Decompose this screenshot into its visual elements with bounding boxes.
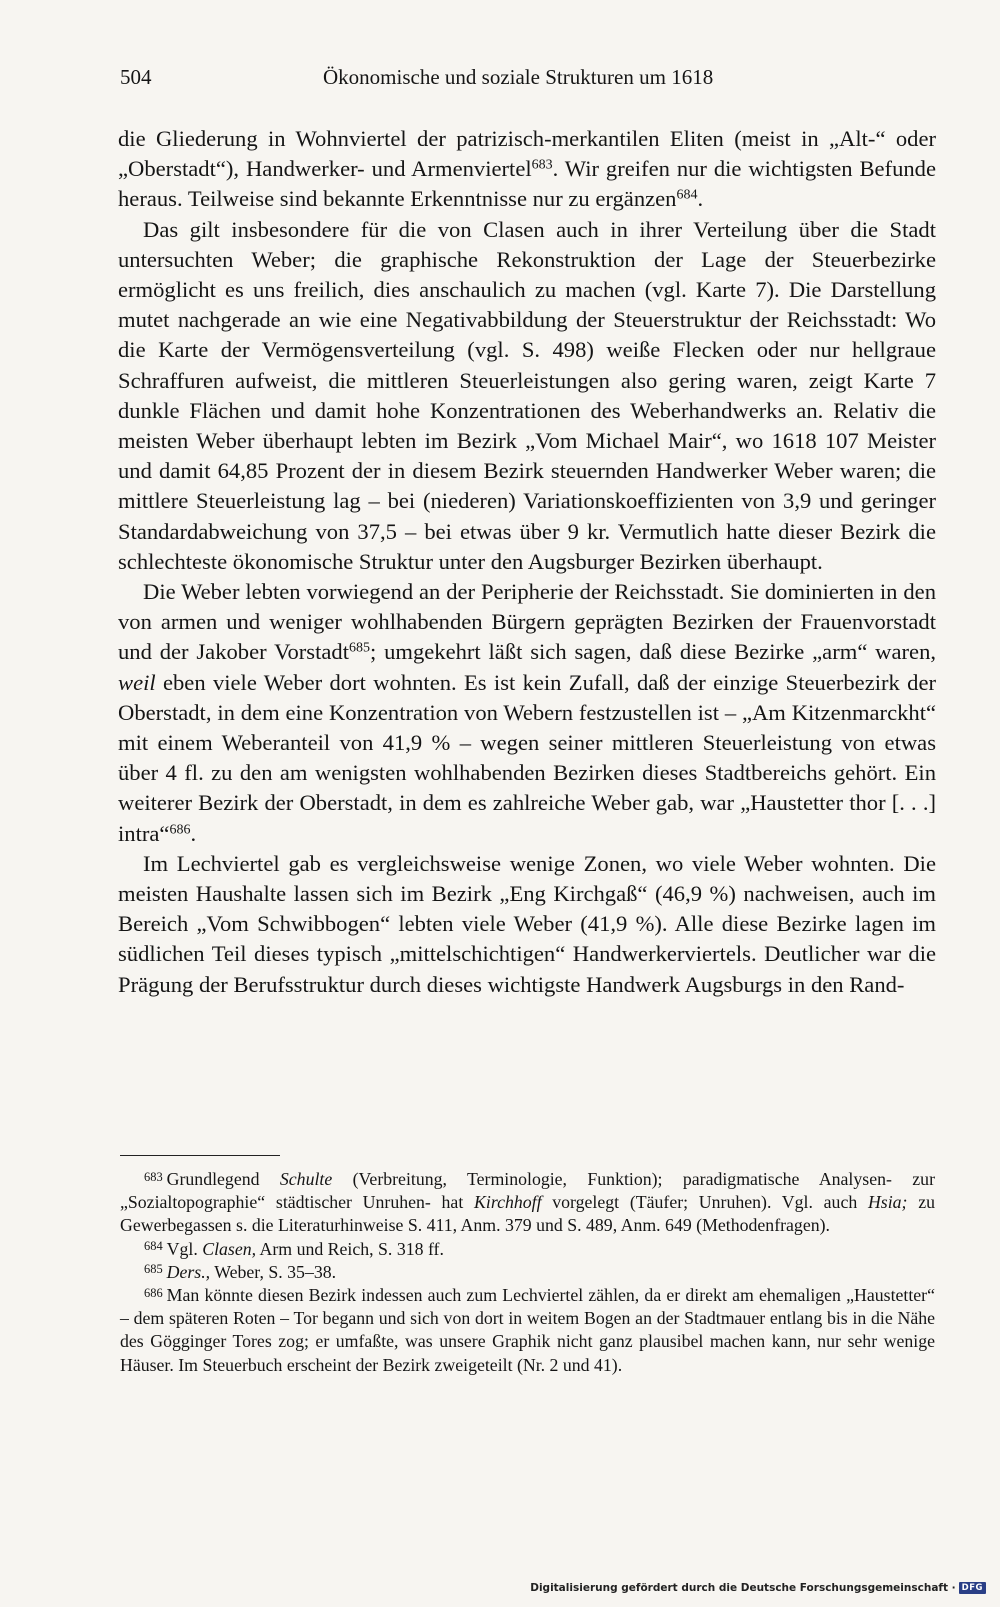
footnote-number: 686 — [144, 1285, 163, 1300]
dfg-logo: DFG — [959, 1582, 986, 1594]
footnote-ref-684[interactable]: 684 — [676, 187, 698, 203]
body-text — [118, 124, 936, 1000]
footnote-685: $^{685}$ Ders., Weber, S. 35–38. — [144, 1261, 337, 1282]
footnote-divider — [120, 1155, 280, 1156]
footnote-686: $^{686}$ Man könnte diesen Bezirk indessen auch zum Lechviertel zählen, da er direkt am ehemaligen „Haustetter“ – dem späteren Roten – Tor begann und sich von dort in weitem Bogen an der Stadtmauer entlang bis in die Nähe des Gögginger Tores zog; er umfaßte, was unsere Graphik nicht ganz plausibel machen kann, nur sehr wenige Häuser. Im Steuerbuch erscheint der Bezirk zweigeteilt (Nr. 2 und 41). — [120, 1285, 935, 1375]
footnote-number: 683 — [144, 1169, 163, 1184]
footnote-number: 685 — [144, 1262, 163, 1277]
paragraph-1: die Gliederung in Wohnviertel der patrizisch-merkantilen Eliten (meist in „Alt-“ oder „Oberstadt“), Handwerker- und Armenviertel$^{683}$. Wir greifen nur die wichtigsten Befunde heraus. Teilweise sind bekannte Erkenntnisse nur zu ergänzen$^{684}$. — [118, 126, 936, 212]
page-number: 504 — [120, 65, 152, 89]
footnote-ref-686[interactable]: 686 — [169, 821, 191, 837]
footnote-683: $^{683}$ Grundlegend Schulte (Verbreitung, Terminologie, Funktion); paradigmatische Analysen- zur „Sozialtopographie“ städtischer Unruhen- hat Kirchhoff vorgelegt (Täufer; Unruhen). Vgl. auch Hsia; zu Gewerbegassen s. die Literaturhinweise S. 411, Anm. 379 und S. 489, Anm. 649 (Methodenfragen). — [120, 1169, 936, 1236]
running-title: Ökonomische und soziale Strukturen um 1618 — [323, 65, 714, 89]
digitization-credit — [530, 1582, 986, 1594]
footnotes — [120, 1168, 935, 1377]
paragraph-4: Im Lechviertel gab es vergleichsweise wenige Zonen, wo viele Weber wohnten. Die meisten Haushalte lassen sich im Bezirk „Eng Kirchgaß“ (46,9 %) nachweisen, auch im Bereich „Vom Schwibbogen“ lebten viele Weber (41,9 %). Alle diese Bezirke lagen im südlichen Teil dieses typisch „mittelschichtigen“ Handwerkerviertels. Deutlicher war die Prägung der Berufsstruktur durch dieses wichtigste Handwerk Augsburgs in den Rand- — [118, 850, 936, 997]
paragraph-3: Die Weber lebten vorwiegend an der Peripherie der Reichsstadt. Sie dominierten in den von armen und weniger wohlhabenden Bürgern geprägten Bezirken der Frauenvorstadt und der Jakober Vorstadt$^{685}$; umgekehrt läßt sich sagen, daß diese Bezirke „arm“ waren, weil eben viele Weber dort wohnten. Es ist kein Zufall, daß der einzige Steuerbezirk der Oberstadt, in dem eine Konzentration von Webern festzustellen ist – „Am Kitzenmarckht“ mit einem Weberanteil von 41,9 % – wegen seiner mittleren Steuerleistung von etwas über 4 fl. zu den am wenigsten wohlhabenden Bezirken dieses Stadtbereichs gehört. Ein weiterer Bezirk der Oberstadt, in dem es zahlreiche Weber gab, war „Haustetter thor [. . .] intra“$^{686}$. — [118, 579, 937, 846]
footnote-684: $^{684}$ Vgl. Clasen, Arm und Reich, S. 318 ff. — [144, 1238, 444, 1259]
paragraph-2: Das gilt insbesondere für die von Clasen auch in ihrer Verteilung über die Stadt untersuchten Weber; die graphische Rekonstruktion der Lage der Steuerbezirke ermöglicht es uns freilich, dies anschaulich zu machen (vgl. Karte 7). Die Darstellung mutet nachgerade an wie eine Negativabbildung der Steuerstruktur der Reichsstadt: Wo die Karte der Vermögensverteilung (vgl. S. 498) weiße Flecken oder nur hellgraue Schraffuren aufweist, die mittleren Steuerleistungen also gering waren, zeigt Karte 7 dunkle Flächen und damit hohe Konzentrationen des Weberhandwerks an. Relativ die meisten Weber überhaupt lebten im Bezirk „Vom Michael Mair“, wo 1618 107 Meister und damit 64,85 Prozent der in diesem Bezirk steuernden Handwerker Weber waren; die mittlere Steuerleistung lag – bei (niederen) Variationskoeffizienten von 3,9 und geringer Standardabweichung von 37,5 – bei etwas über 9 kr. Vermutlich hatte dieser Bezirk die schlechteste ökonomische Struktur unter den Augsburger Bezirken überhaupt. — [118, 216, 936, 574]
credit-text: Digitalisierung gefördert durch die Deutsche Forschungsgemeinschaft · — [530, 1582, 956, 1594]
footnote-number: 684 — [144, 1239, 163, 1254]
footnote-ref-683[interactable]: 683 — [531, 157, 553, 173]
footnote-ref-685[interactable]: 685 — [348, 640, 370, 656]
